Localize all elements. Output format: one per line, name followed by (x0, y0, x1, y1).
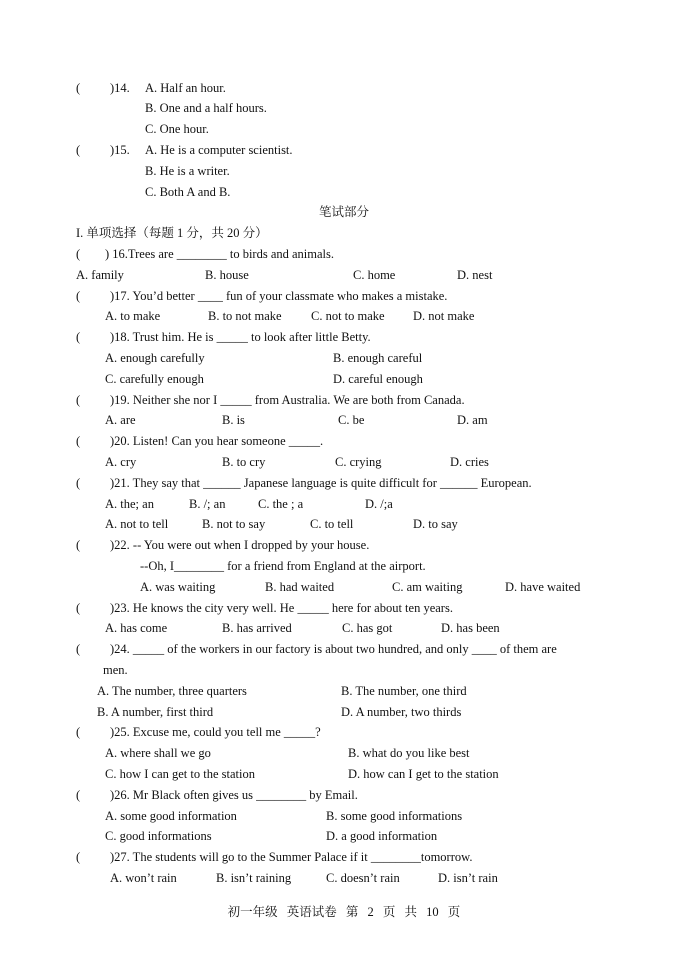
option-a: A. He is a computer scientist. (145, 143, 293, 157)
answer-paren: ( (76, 289, 81, 303)
question-stem: )21. They say that ______ Japanese language is quite difficult for ______ European. (110, 476, 532, 490)
question-stem: )18. Trust him. He is _____ to look after little Betty. (110, 330, 371, 344)
option-b: B. isn’t raining (216, 871, 292, 885)
question-stem: )25. Excuse me, could you tell me _____? (110, 725, 321, 739)
option-d: D. isn’t rain (438, 871, 498, 885)
option-c: C. to tell (310, 517, 354, 531)
option-a: A. has come (105, 621, 168, 635)
option-b: B. is (222, 413, 245, 427)
option-d: D. cries (450, 455, 489, 469)
option-d: D. /;a (365, 497, 393, 511)
option-b: B. not to say (202, 517, 266, 531)
option-a: A. where shall we go (105, 746, 211, 760)
answer-paren: ( (76, 850, 81, 864)
option-c: C. be (338, 413, 365, 427)
option-c: C. the ; a (258, 497, 304, 511)
question-stem: )23. He knows the city very well. He _____ here for about ten years. (110, 601, 453, 615)
option-c: C. doesn’t rain (326, 871, 400, 885)
answer-paren: ( (76, 642, 81, 656)
option-d: D. A number, two thirds (341, 705, 462, 719)
answer-paren: ( (76, 330, 81, 344)
answer-paren: ( (76, 725, 81, 739)
option-b: B. He is a writer. (145, 164, 230, 178)
answer-paren: ( (76, 247, 81, 261)
option-b: B. to not make (208, 309, 282, 323)
option-c: C. crying (335, 455, 382, 469)
option-b: B. /; an (189, 497, 226, 511)
question-number: )15. (110, 143, 130, 157)
part-title: I. 单项选择（每题 1 分，共 20 分） (76, 226, 268, 240)
answer-paren: ( (76, 788, 81, 802)
question-stem-continued: men. (103, 663, 128, 677)
option-a: A. Half an hour. (145, 81, 226, 95)
option-d: D. am (457, 413, 488, 427)
option-b: B. to cry (222, 455, 266, 469)
option-a: A. The number, three quarters (97, 684, 247, 698)
question-number: )14. (110, 81, 130, 95)
option-b: B. One and a half hours. (145, 101, 267, 115)
answer-paren: ( (76, 601, 81, 615)
option-c: C. carefully enough (105, 372, 204, 386)
question-stem: )19. Neither she nor I _____ from Australia. We are both from Canada. (110, 393, 465, 407)
question-stem: )20. Listen! Can you hear someone _____. (110, 434, 324, 448)
option-b: B. house (205, 268, 249, 282)
answer-paren: ( (76, 434, 81, 448)
option-a: A. was waiting (140, 580, 216, 594)
option-d: D. nest (457, 268, 493, 282)
question-stem: )22. -- You were out when I dropped by your house. (110, 538, 370, 552)
option-d: D. careful enough (333, 372, 423, 386)
option-d: D. has been (441, 621, 500, 635)
question-stem: )27. The students will go to the Summer Palace if it ________tomorrow. (110, 850, 473, 864)
answer-paren: ( (76, 393, 81, 407)
option-c: C. Both A and B. (145, 185, 231, 199)
option-b: B. what do you like best (348, 746, 470, 760)
section-title: 笔试部分 (318, 205, 369, 219)
option-d: D. have waited (505, 580, 581, 594)
option-b: B. some good informations (326, 809, 463, 823)
option-b: B. has arrived (222, 621, 292, 635)
page-footer: 初一年级 英语试卷 第 2 页 共 10 页 (227, 905, 461, 919)
option-c: C. not to make (311, 309, 385, 323)
answer-paren: ( (76, 81, 81, 95)
option-a: A. not to tell (105, 517, 169, 531)
option-c: C. am waiting (392, 580, 463, 594)
option-d: D. a good information (326, 829, 438, 843)
option-a: A. enough carefully (105, 351, 205, 365)
question-stem: )26. Mr Black often gives us ________ by Email. (110, 788, 358, 802)
question-stem: )24. _____ of the workers in our factory is about two hundred, and only ____ of them are (110, 642, 557, 656)
option-d: D. to say (413, 517, 458, 531)
option-c: C. good informations (105, 829, 212, 843)
option-c: C. how I can get to the station (105, 767, 255, 781)
option-b: B. The number, one third (341, 684, 467, 698)
option-a: A. cry (105, 455, 137, 469)
answer-paren: ( (76, 476, 81, 490)
option-b: B. had waited (265, 580, 335, 594)
option-a: A. some good information (105, 809, 237, 823)
option-a: A. family (76, 268, 124, 282)
question-stem: ) 16.Trees are ________ to birds and animals. (105, 247, 335, 261)
option-a: A. won’t rain (110, 871, 177, 885)
option-d: D. how can I get to the station (348, 767, 499, 781)
answer-paren: ( (76, 143, 81, 157)
option-c: B. A number, first third (97, 705, 214, 719)
option-d: D. not make (413, 309, 475, 323)
option-b: B. enough careful (333, 351, 423, 365)
question-stem-continued: --Oh, I________ for a friend from England at the airport. (140, 559, 426, 573)
option-c: C. has got (342, 621, 393, 635)
question-stem: )17. You’d better ____ fun of your classmate who makes a mistake. (110, 289, 448, 303)
option-c: C. home (353, 268, 396, 282)
option-a: A. to make (105, 309, 161, 323)
option-c: C. One hour. (145, 122, 209, 136)
answer-paren: ( (76, 538, 81, 552)
option-a: A. the; an (105, 497, 154, 511)
option-a: A. are (105, 413, 136, 427)
